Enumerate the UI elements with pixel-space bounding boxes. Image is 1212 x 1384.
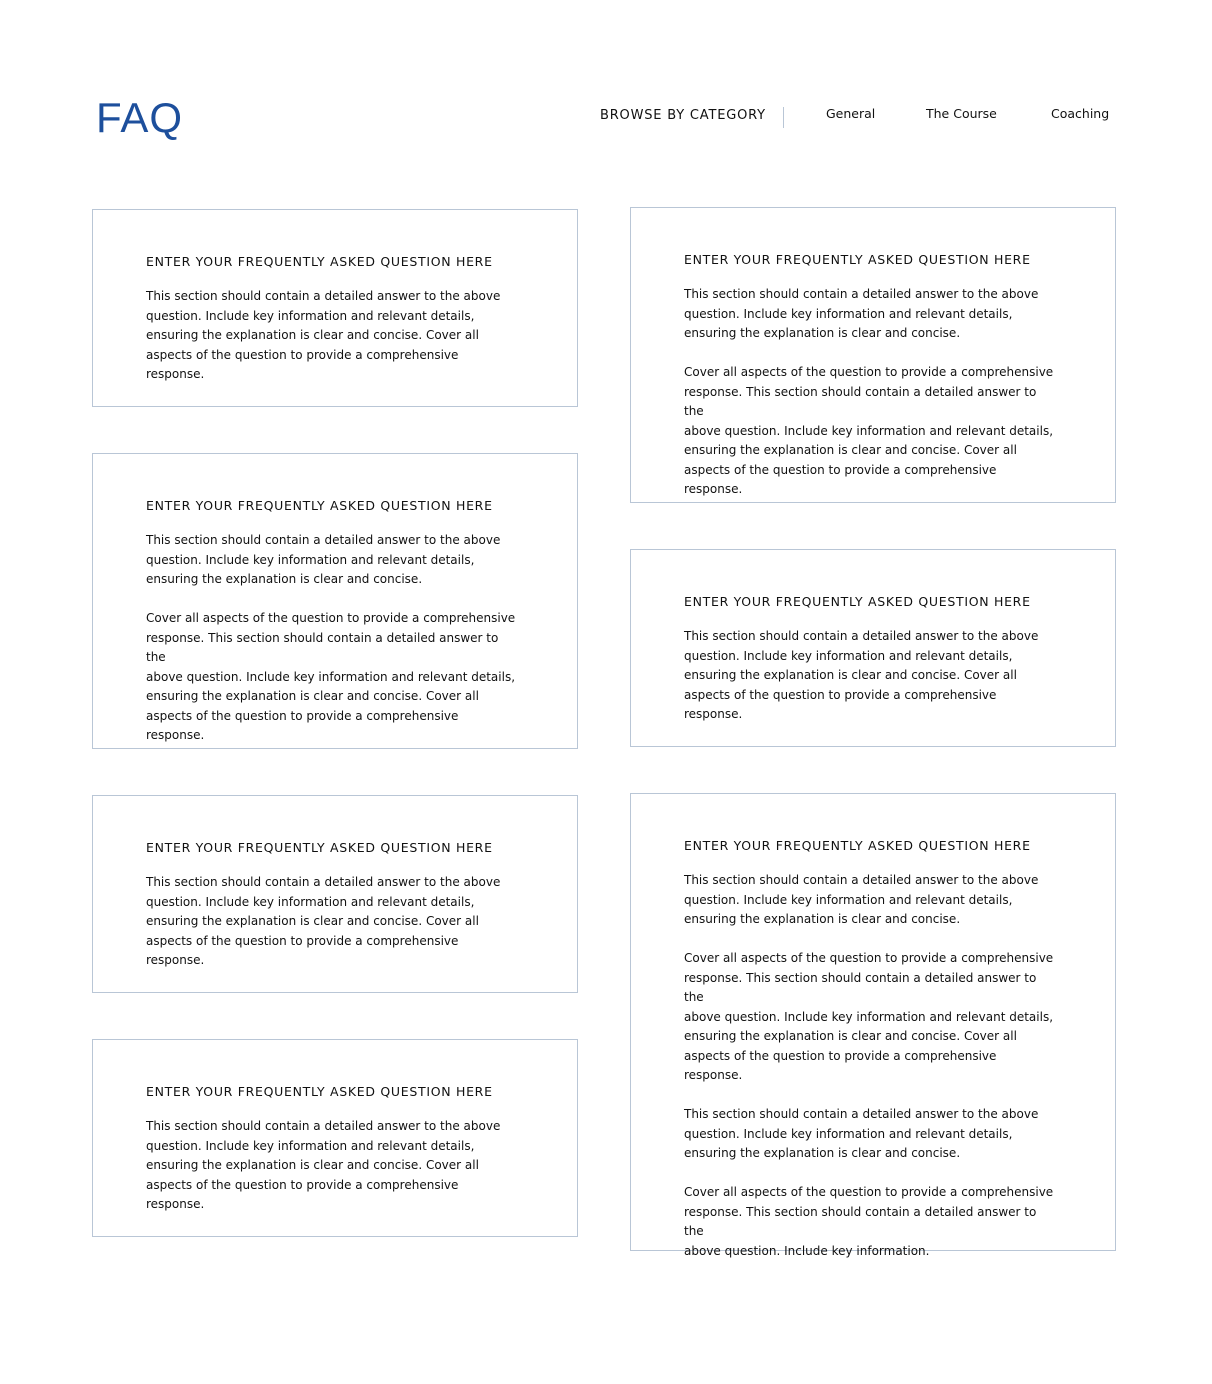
faq-card[interactable] bbox=[630, 207, 1116, 503]
faq-question: ENTER YOUR FREQUENTLY ASKED QUESTION HERE bbox=[146, 254, 493, 269]
faq-answer: This section should contain a detailed answer to the above question. Include key information and relevant details, ensuring the explanation is clear and concise. Cover all aspects of the question to provide a comprehensive response. bbox=[146, 1119, 501, 1211]
faq-answer: Cover all aspects of the question to provide a comprehensive response. This section should contain a detailed answer to the above question. Include key information. bbox=[684, 1185, 1054, 1258]
category-link-the-course[interactable]: The Course bbox=[926, 106, 997, 121]
nav-divider bbox=[783, 107, 784, 128]
faq-question: ENTER YOUR FREQUENTLY ASKED QUESTION HERE bbox=[146, 1084, 493, 1099]
faq-question: ENTER YOUR FREQUENTLY ASKED QUESTION HERE bbox=[684, 252, 1031, 267]
faq-answer: Cover all aspects of the question to provide a comprehensive response. This section should contain a detailed answer to the above question. Include key information and relevant details, ensuring the explanation is clear and concise. Cover all aspects of the question to provide a comprehensive response. bbox=[146, 611, 516, 742]
category-link-coaching[interactable]: Coaching bbox=[1051, 106, 1110, 121]
faq-card[interactable] bbox=[630, 793, 1116, 1258]
faq-answer: This section should contain a detailed answer to the above question. Include key information and relevant details, ensuring the explanation is clear and concise. bbox=[684, 873, 1039, 926]
faq-card[interactable] bbox=[92, 1039, 578, 1237]
faq-question: ENTER YOUR FREQUENTLY ASKED QUESTION HERE bbox=[684, 838, 1031, 853]
faq-answer: This section should contain a detailed answer to the above question. Include key information and relevant details, ensuring the explanation is clear and concise. bbox=[684, 287, 1039, 340]
faq-answer: This section should contain a detailed answer to the above question. Include key information and relevant details, ensuring the explanation is clear and concise. bbox=[146, 533, 501, 586]
faq-card[interactable] bbox=[92, 209, 578, 407]
faq-card[interactable] bbox=[92, 453, 578, 749]
faq-answer: This section should contain a detailed answer to the above question. Include key information and relevant details, ensuring the explanation is clear and concise. Cover all aspects of the question to provide a comprehensive response. bbox=[684, 629, 1039, 721]
faq-answer: This section should contain a detailed answer to the above question. Include key information and relevant details, ensuring the explanation is clear and concise. Cover all aspects of the question to provide a comprehensive response. bbox=[146, 289, 501, 381]
faq-question: ENTER YOUR FREQUENTLY ASKED QUESTION HERE bbox=[146, 498, 493, 513]
faq-answer: Cover all aspects of the question to provide a comprehensive response. This section should contain a detailed answer to the above question. Include key information and relevant details, ensuring the explanation is clear and concise. Cover all aspects of the question to provide a comprehensive response. bbox=[684, 951, 1054, 1082]
browse-by-category-label: BROWSE BY CATEGORY bbox=[600, 108, 766, 123]
faq-question: ENTER YOUR FREQUENTLY ASKED QUESTION HERE bbox=[146, 840, 493, 855]
faq-card[interactable] bbox=[630, 549, 1116, 747]
category-link-general[interactable]: General bbox=[826, 106, 876, 121]
faq-card[interactable] bbox=[92, 795, 578, 993]
faq-logo: FAQ bbox=[96, 94, 184, 141]
faq-answer: This section should contain a detailed answer to the above question. Include key information and relevant details, ensuring the explanation is clear and concise. Cover all aspects of the question to provide a comprehensive response. bbox=[146, 875, 501, 967]
faq-answer: This section should contain a detailed answer to the above question. Include key information and relevant details, ensuring the explanation is clear and concise. bbox=[684, 1107, 1039, 1160]
faq-answer: Cover all aspects of the question to provide a comprehensive response. This section should contain a detailed answer to the above question. Include key information and relevant details, ensuring the explanation is clear and concise. Cover all aspects of the question to provide a comprehensive response. bbox=[684, 365, 1054, 496]
faq-question: ENTER YOUR FREQUENTLY ASKED QUESTION HERE bbox=[684, 594, 1031, 609]
